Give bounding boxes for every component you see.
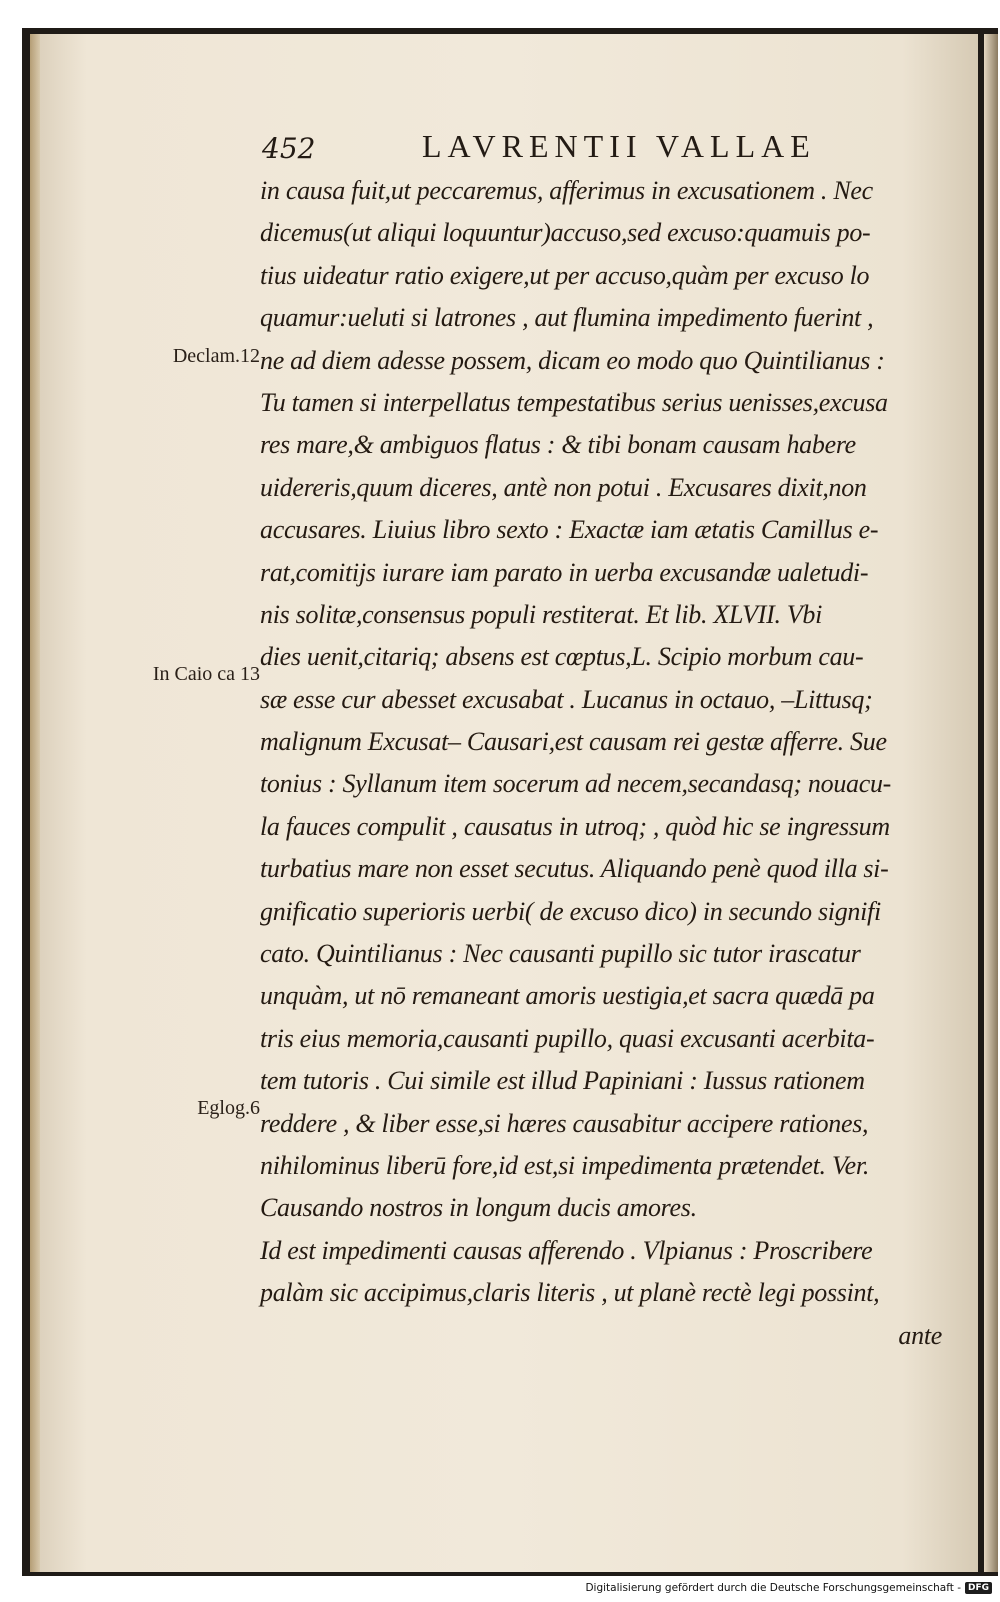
text-line: tem tutoris . Cui simile est illud Papiniani : Iussus rationem	[260, 1066, 865, 1096]
page-number: 452	[262, 132, 316, 165]
margin-note-caius: In Caio ca 13	[152, 663, 260, 685]
digitization-footer	[585, 1580, 992, 1596]
text-line: palàm sic accipimus,claris literis , ut planè rectè legi possint,	[260, 1278, 880, 1308]
text-line: cato. Quintilianus : Nec causanti pupillo sic tutor irascatur	[260, 939, 861, 969]
page-edge-shadow	[984, 34, 998, 1572]
text-line: Causando nostros in longum ducis amores.	[260, 1193, 697, 1223]
text-line: rat,comitijs iurare iam parato in uerba excusandæ ualetudi-	[260, 557, 869, 587]
margin-note-eclogue: Eglog.6	[197, 1097, 260, 1119]
text-line: accusares. Liuius libro sexto : Exactæ iam ætatis Camillus e-	[260, 515, 879, 545]
text-line: Tu tamen si interpellatus tempestatibus serius uenisses,excusa	[260, 387, 888, 417]
running-head	[262, 126, 822, 170]
page-gutter-shadow	[30, 34, 40, 1572]
catchword: ante	[898, 1320, 942, 1350]
text-line: gnificatio superioris uerbi( de excuso dico) in secundo signifi	[260, 896, 881, 926]
text-line: tius uideatur ratio exigere,ut per accuso,quàm per excuso lo	[260, 260, 870, 290]
text-line: dies uenit,citariq; absens est cœptus,L. Scipio morbum cau-	[260, 642, 864, 672]
body-text	[260, 170, 950, 1357]
text-line: sæ esse cur abesset excusabat . Lucanus in octauo, –Littusq;	[260, 684, 873, 714]
text-line: dicemus(ut aliqui loquuntur)accuso,sed excuso:quamuis po-	[260, 218, 871, 248]
text-line: la fauces compulit , causatus in utroq; , quòd hic se ingressum	[260, 811, 890, 841]
text-line: turbatius mare non esset secutus. Aliquando penè quod illa si-	[260, 854, 889, 884]
text-line: reddere , & liber esse,si hæres causabitur accipere rationes,	[260, 1108, 869, 1138]
text-line: malignum Excusat– Causari,est causam rei gestæ afferre. Sue	[260, 727, 887, 757]
dfg-logo: DFG	[965, 1582, 992, 1594]
text-line: tris eius memoria,causanti pupillo, quasi excusanti acerbita-	[260, 1023, 875, 1053]
text-line: unquàm, ut nō remaneant amoris uestigia,et sacra quædā pa	[260, 981, 875, 1011]
text-line: nis solitæ,consensus populi restiterat. Et lib. XLVII. Vbi	[260, 599, 823, 629]
footer-credit: Digitalisierung gefördert durch die Deutsche Forschungsgemeinschaft -	[585, 1582, 961, 1594]
text-line: Id est impedimenti causas afferendo . Vlpianus : Proscribere	[260, 1235, 873, 1265]
running-title: LAVRENTII VALLAE	[422, 128, 816, 164]
text-line: ne ad diem adesse possem, dicam eo modo quo Quintilianus :	[260, 345, 885, 375]
text-line: nihilominus liberū fore,id est,si impedimenta prætendet. Ver.	[260, 1150, 870, 1180]
text-line: quamur:ueluti si latrones , aut flumina impedimento fuerint ,	[260, 303, 874, 333]
text-line: in causa fuit,ut peccaremus, afferimus in excusationem . Nec	[260, 176, 873, 205]
text-line: uidereris,quum diceres, antè non potui . Excusares dixit,non	[260, 472, 867, 502]
text-line: res mare,& ambiguos flatus : & tibi bonam causam habere	[260, 430, 856, 460]
margin-note-declamation: Declam.12	[172, 345, 260, 367]
text-line: tonius : Syllanum item socerum ad necem,secandasq; nouacu-	[260, 769, 892, 799]
